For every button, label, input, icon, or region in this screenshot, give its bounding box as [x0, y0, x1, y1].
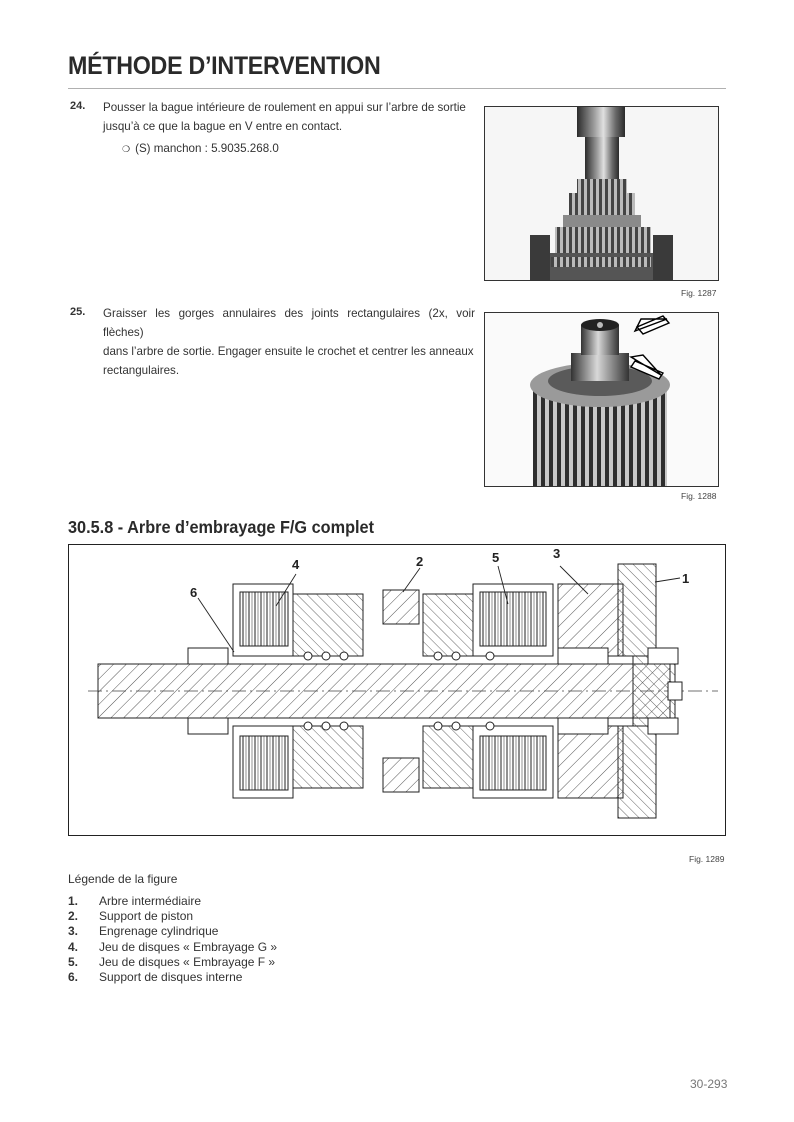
step-24-line-1: Pousser la bague intérieure de roulement en appui sur l’arbre de sortie: [103, 101, 466, 114]
title-divider: [68, 88, 726, 89]
legend-item: 3. Engrenage cylindrique: [68, 924, 219, 939]
step-25-line-2: dans l’arbre de sortie. Engager ensuite le crochet et centrer les anneaux: [103, 345, 474, 358]
step-24-tool-bullet: [122, 142, 279, 155]
step-25-text: [103, 304, 475, 380]
figure-label-1289: Fig. 1289: [689, 854, 725, 864]
step-25-number: 25.: [70, 306, 86, 318]
step-24-text: [103, 98, 475, 136]
section-title: 30.5.8 - Arbre d’embrayage F/G complet: [68, 517, 375, 537]
step-24-tool-text: (S) manchon : 5.9035.268.0: [135, 142, 279, 155]
step-25-line-1: Graisser les gorges annulaires des joints rectangulaires (2x, voir flèches): [103, 307, 475, 339]
legend-item: 2. Support de piston: [68, 909, 194, 924]
bullet-circle-icon: ❍: [122, 144, 131, 154]
step-24-line-2: jusqu’à ce que la bague en V entre en contact.: [103, 120, 343, 133]
legend-item: 5. Jeu de disques « Embrayage F »: [68, 954, 276, 969]
sectional-drawing-svg: [68, 544, 726, 836]
gear-photo-1288: [485, 313, 718, 486]
photo-fig-1287: [484, 106, 719, 281]
legend-item: 4. Jeu de disques « Embrayage G »: [68, 939, 278, 954]
legend-item: 1. Arbre intermédiaire: [68, 894, 202, 908]
step-24-number: 24.: [70, 100, 86, 112]
page-title: MÉTHODE D’INTERVENTION: [68, 52, 381, 80]
callout-2: 2: [416, 554, 424, 569]
clutch-shaft-drawing: [68, 544, 726, 836]
callout-6: 6: [190, 585, 198, 600]
legend-item: 6. Support de disques interne: [68, 969, 243, 984]
page-number: 30-293: [690, 1077, 728, 1091]
photo-fig-1288: [484, 312, 719, 487]
callout-5: 5: [492, 550, 500, 565]
figure-label-1287: Fig. 1287: [681, 288, 717, 298]
step-25-line-3: rectangulaires.: [103, 364, 180, 377]
legend-title: Légende de la figure: [68, 872, 178, 886]
callout-1: 1: [682, 571, 690, 586]
figure-label-1288: Fig. 1288: [681, 491, 717, 501]
callout-4: 4: [292, 557, 300, 572]
legend-list: [68, 894, 277, 985]
gear-shaft-photo-1287: [485, 107, 718, 280]
callout-3: 3: [553, 546, 561, 561]
